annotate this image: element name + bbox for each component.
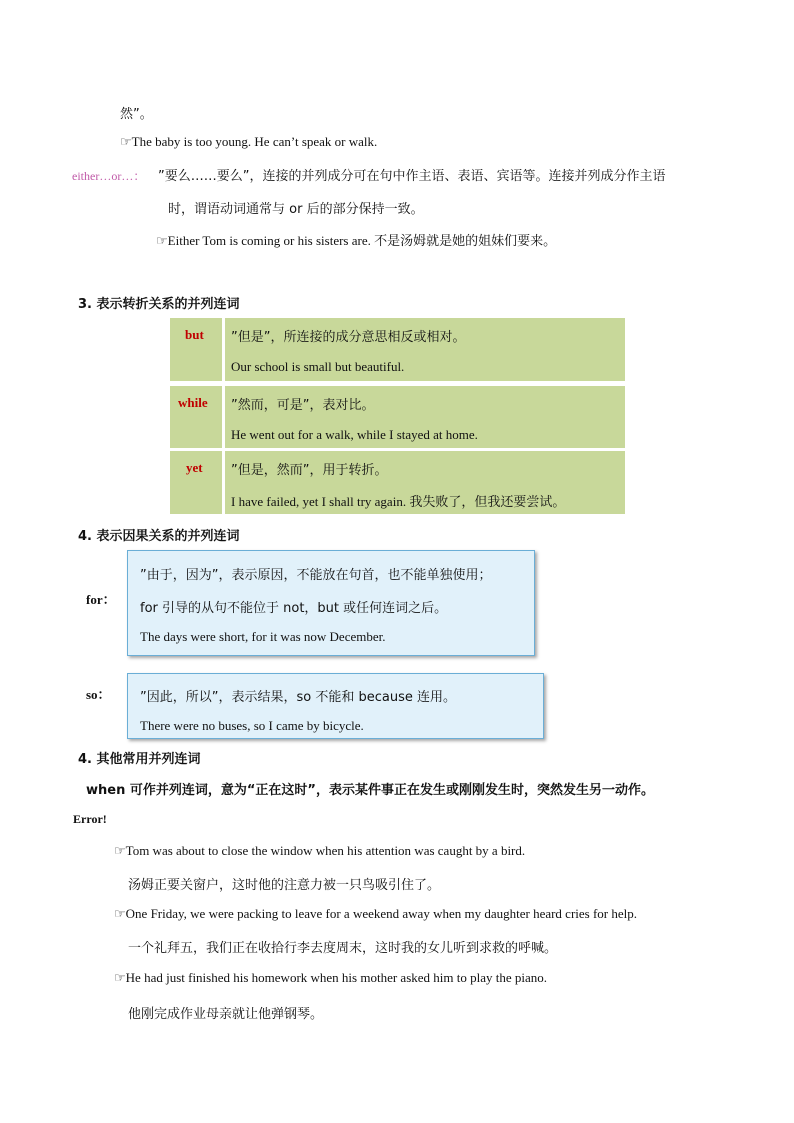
conj-word-yet: yet bbox=[186, 460, 203, 475]
table-row-desc-cell bbox=[225, 386, 625, 448]
so-example: There were no buses, so I came by bicycle. bbox=[140, 718, 364, 733]
section-5-heading: 4. 其他常用并列连词 bbox=[78, 752, 201, 767]
table-row-word-cell bbox=[170, 451, 222, 514]
conj-word-but: but bbox=[185, 327, 204, 342]
continuation-text: 然”。 bbox=[120, 107, 153, 122]
for-box bbox=[127, 550, 535, 656]
so-label: so： bbox=[86, 687, 111, 702]
conj-example-yet: I have failed, yet I shall try again. 我失败了，但我还要尝试。 bbox=[231, 494, 566, 509]
conj-example-while: He went out for a walk, while I stayed at home. bbox=[231, 427, 478, 442]
example-when-3-cn: 他刚完成作业母亲就让他弹钢琴。 bbox=[128, 1007, 324, 1022]
for-example: The days were short, for it was now December. bbox=[140, 629, 386, 644]
example-when-3-en: ☞He had just finished his homework when his mother asked him to play the piano. bbox=[114, 970, 547, 985]
either-or-desc-1: ”要么……要么”，连接的并列成分可在句中作主语、表语、宾语等。连接并列成分作主语 bbox=[158, 169, 666, 184]
conj-desc-but: ”但是”，所连接的成分意思相反或相对。 bbox=[231, 330, 466, 345]
table-row-desc-cell bbox=[225, 451, 625, 514]
when-rule: when 可作并列连词，意为“正在这时”，表示某件事正在发生或刚刚发生时，突然发生另一动作。 bbox=[86, 783, 654, 798]
example-when-2-cn: 一个礼拜五，我们正在收拾行李去度周末，这时我的女儿听到求救的呼喊。 bbox=[128, 941, 558, 956]
conj-desc-yet: ”但是，然而”，用于转折。 bbox=[231, 463, 388, 478]
example-when-1-en: ☞Tom was about to close the window when his attention was caught by a bird. bbox=[114, 843, 526, 858]
table-row-word-cell bbox=[170, 318, 222, 381]
error-text: Error! bbox=[73, 812, 107, 826]
section-4-heading: 4. 表示因果关系的并列连词 bbox=[78, 529, 240, 544]
table-row-desc-cell bbox=[225, 318, 625, 381]
example-when-2-en: ☞One Friday, we were packing to leave for a weekend away when my daughter heard cries for help. bbox=[114, 906, 638, 921]
table-row-word-cell bbox=[170, 386, 222, 448]
conj-example-but: Our school is small but beautiful. bbox=[231, 359, 405, 374]
for-line-2: for 引导的从句不能位于 not，but 或任何连词之后。 bbox=[140, 601, 448, 616]
example-either: ☞Either Tom is coming or his sisters are. 不是汤姆就是她的姐妹们要来。 bbox=[156, 233, 557, 248]
for-line-1: ”由于，因为”，表示原因，不能放在句首，也不能单独使用； bbox=[140, 568, 492, 583]
either-or-desc-2: 时，谓语动词通常与 or 后的部分保持一致。 bbox=[168, 202, 424, 217]
conj-word-while: while bbox=[178, 395, 208, 410]
for-label: for： bbox=[86, 592, 116, 607]
so-box bbox=[127, 673, 544, 739]
so-line-1: ”因此，所以”，表示结果，so 不能和 because 连用。 bbox=[140, 690, 456, 705]
example-baby: ☞The baby is too young. He can’t speak or walk. bbox=[120, 134, 378, 149]
conj-desc-while: ”然而，可是”，表对比。 bbox=[231, 398, 375, 413]
example-when-1-cn: 汤姆正要关窗户，这时他的注意力被一只鸟吸引住了。 bbox=[128, 878, 441, 893]
section-3-heading: 3. 表示转折关系的并列连词 bbox=[78, 297, 240, 312]
either-or-label: either…or…： bbox=[72, 169, 146, 183]
